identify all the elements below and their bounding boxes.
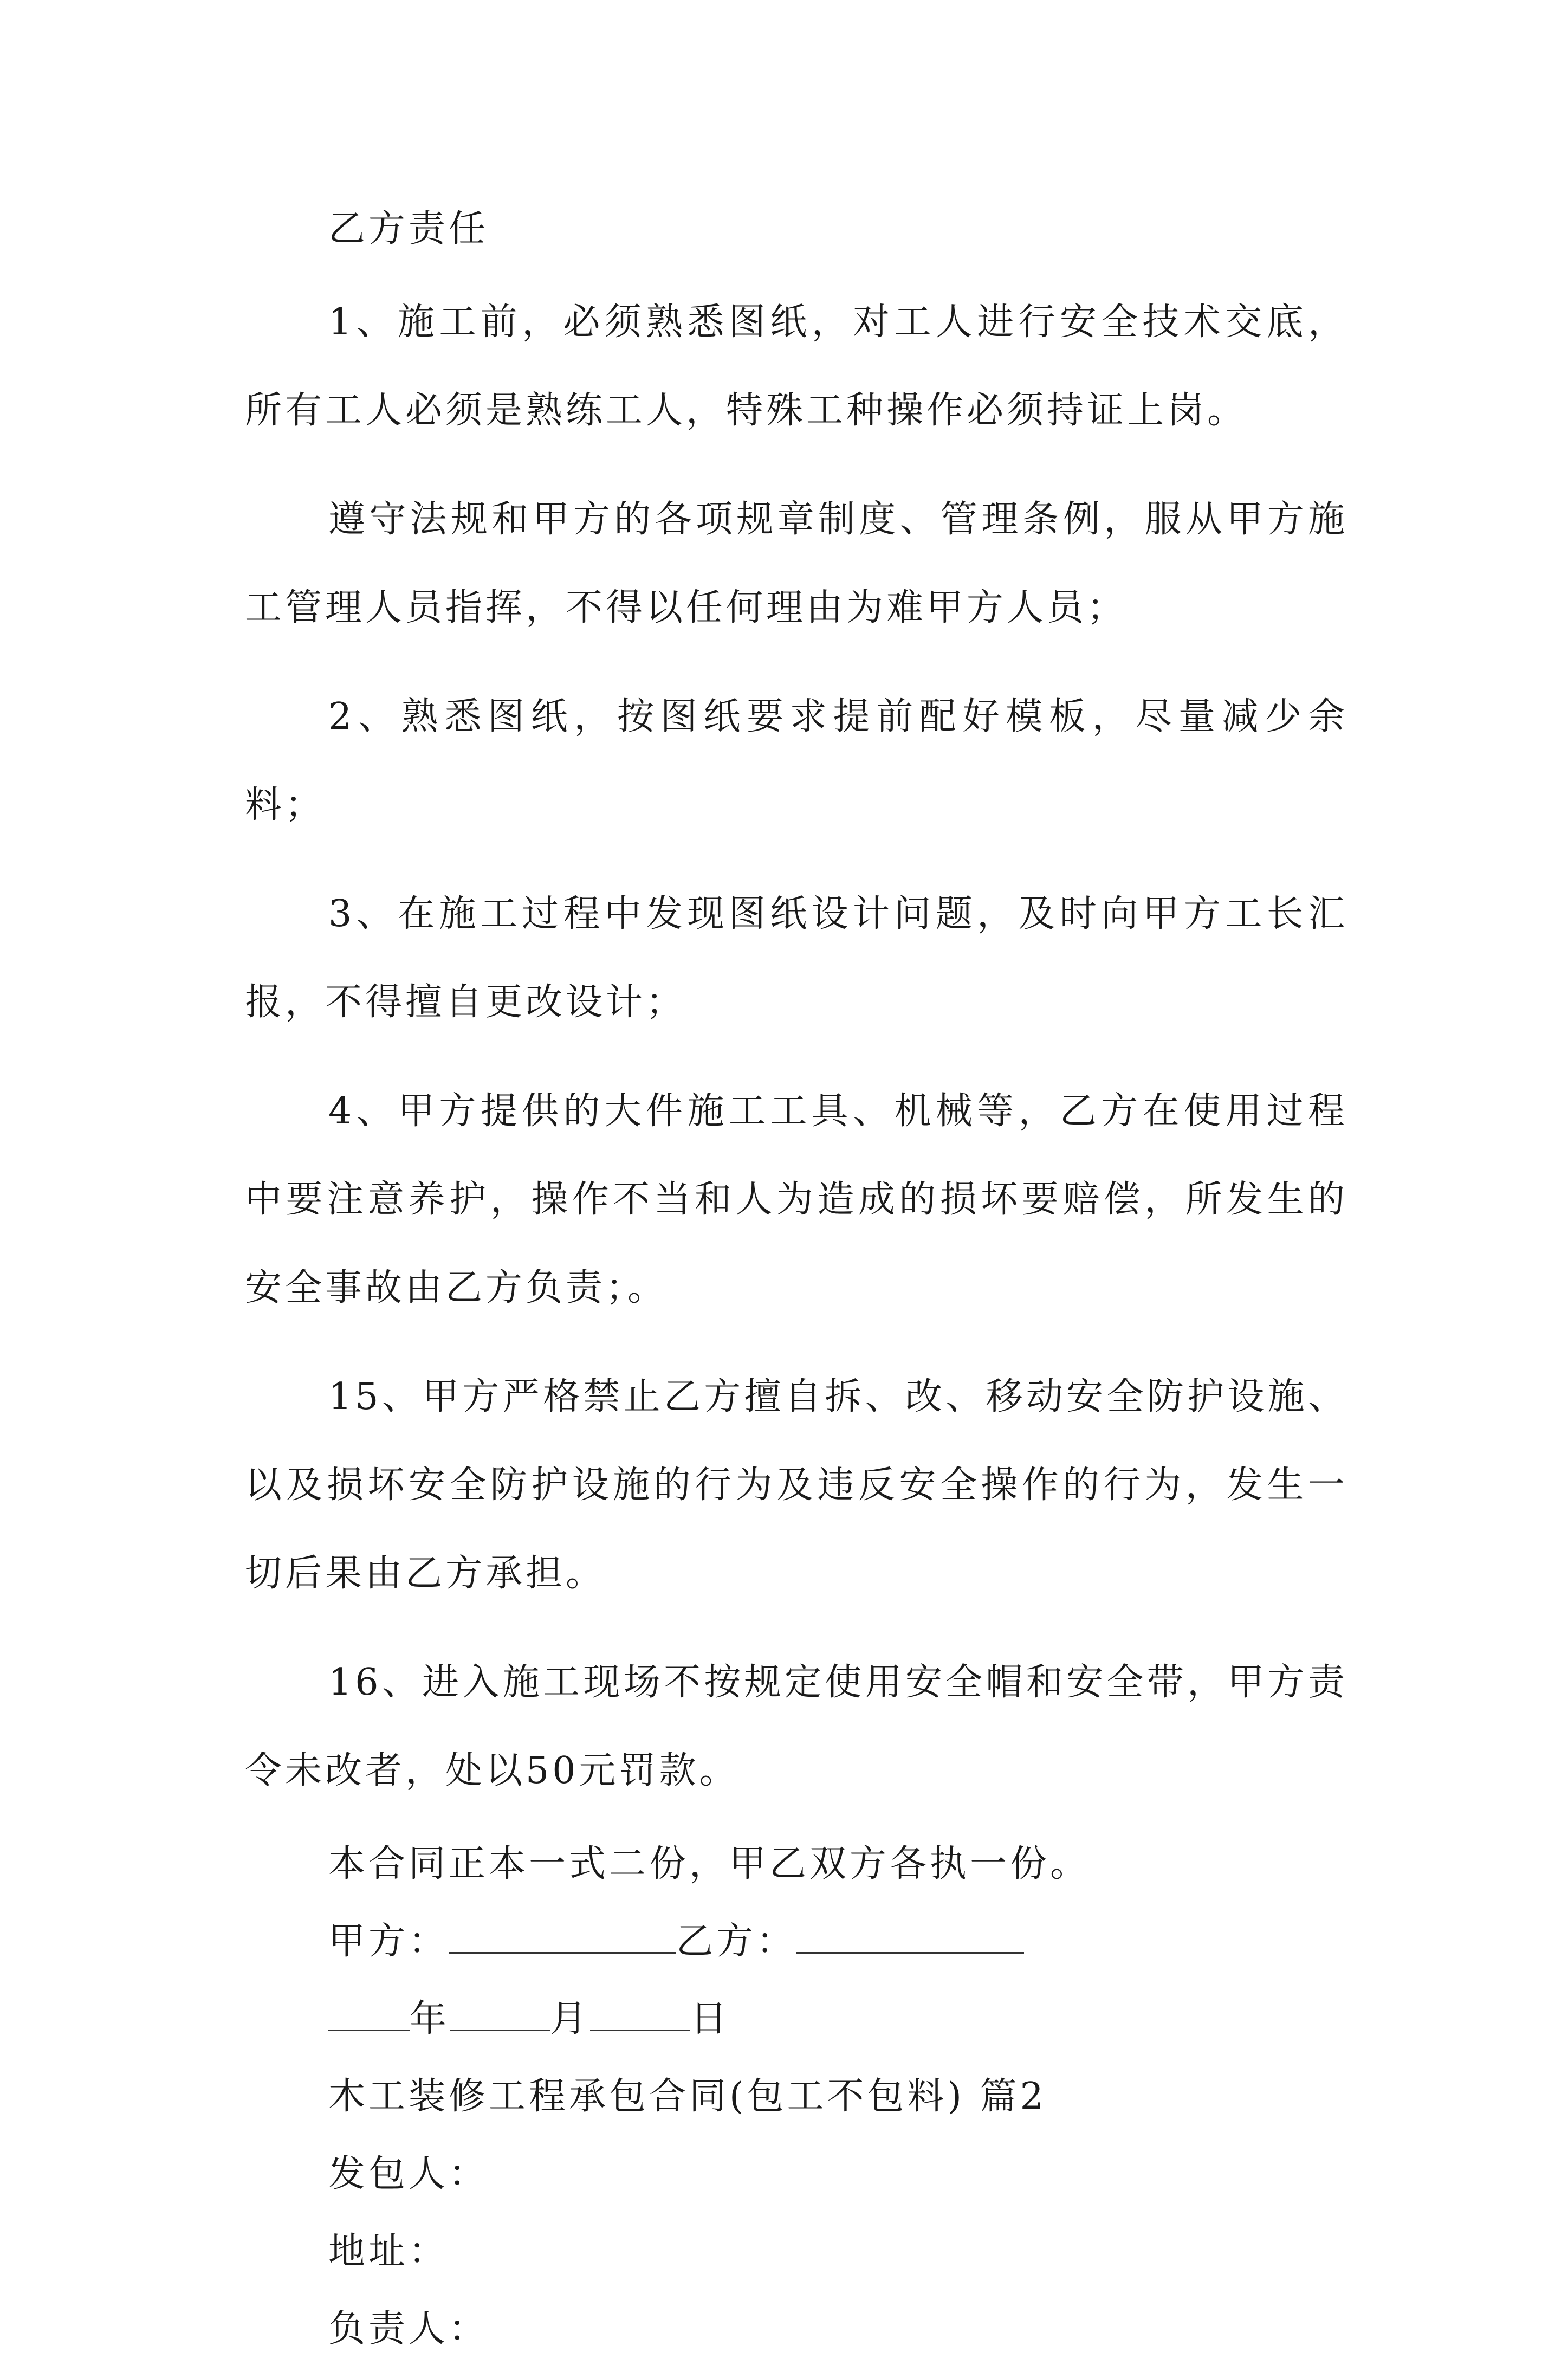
next-contract-title: 木工装修工程承包合同(包工不包料) 篇2 xyxy=(328,2075,1047,2118)
year-blank xyxy=(328,1992,410,2031)
paragraph-2: 遵守法规和甲方的各项规章制度、管理条例，服从甲方施工管理人员指挥，不得以任何理由为难甲方人员； xyxy=(245,498,1348,629)
year-label: 年 xyxy=(410,1998,450,2040)
month-blank xyxy=(450,1992,550,2031)
paragraph-5: 4、甲方提供的大件施工工具、机械等，乙方在使用过程中要注意养护，操作不当和人为造成的损坏要赔偿，所发生的安全事故由乙方负责；。 xyxy=(245,1090,1348,1309)
paragraph-6: 15、甲方严格禁止乙方擅自拆、改、移动安全防护设施、以及损坏安全防护设施的行为及违反安全操作的行为，发生一切后果由乙方承担。 xyxy=(245,1375,1348,1595)
copies-note: 本合同正本一式二份，甲乙双方各执一份。 xyxy=(328,1843,1091,1885)
day-blank xyxy=(590,1992,690,2031)
address-field: 地址： xyxy=(328,2230,449,2273)
signature-line xyxy=(245,1913,1348,1970)
party-a-label: 甲方： xyxy=(328,1920,449,1963)
month-label: 月 xyxy=(550,1998,591,2040)
issuer-field: 发包人： xyxy=(328,2153,489,2195)
paragraph-4: 3、在施工过程中发现图纸设计问题，及时向甲方工长汇报，不得擅自更改设计； xyxy=(245,893,1348,1024)
responsible-field: 负责人： xyxy=(328,2308,489,2350)
party-b-label: 乙方： xyxy=(676,1920,797,1963)
party-a-blank xyxy=(449,1914,676,1954)
document-body xyxy=(245,201,1348,2378)
day-label: 日 xyxy=(690,1998,731,2040)
party-b-blank xyxy=(796,1914,1024,1954)
paragraph-7: 16、进入施工现场不按规定使用安全帽和安全带，甲方责令未改者，处以50元罚款。 xyxy=(245,1661,1348,1792)
date-line xyxy=(245,1991,1348,2047)
paragraph-1: 1、施工前，必须熟悉图纸，对工人进行安全技术交底，所有工人必须是熟练工人，特殊工种操作必须持证上岗。 xyxy=(245,301,1348,432)
section-heading: 乙方责任 xyxy=(328,208,489,250)
paragraph-3: 2、熟悉图纸，按图纸要求提前配好模板，尽量减少余料； xyxy=(245,695,1348,826)
